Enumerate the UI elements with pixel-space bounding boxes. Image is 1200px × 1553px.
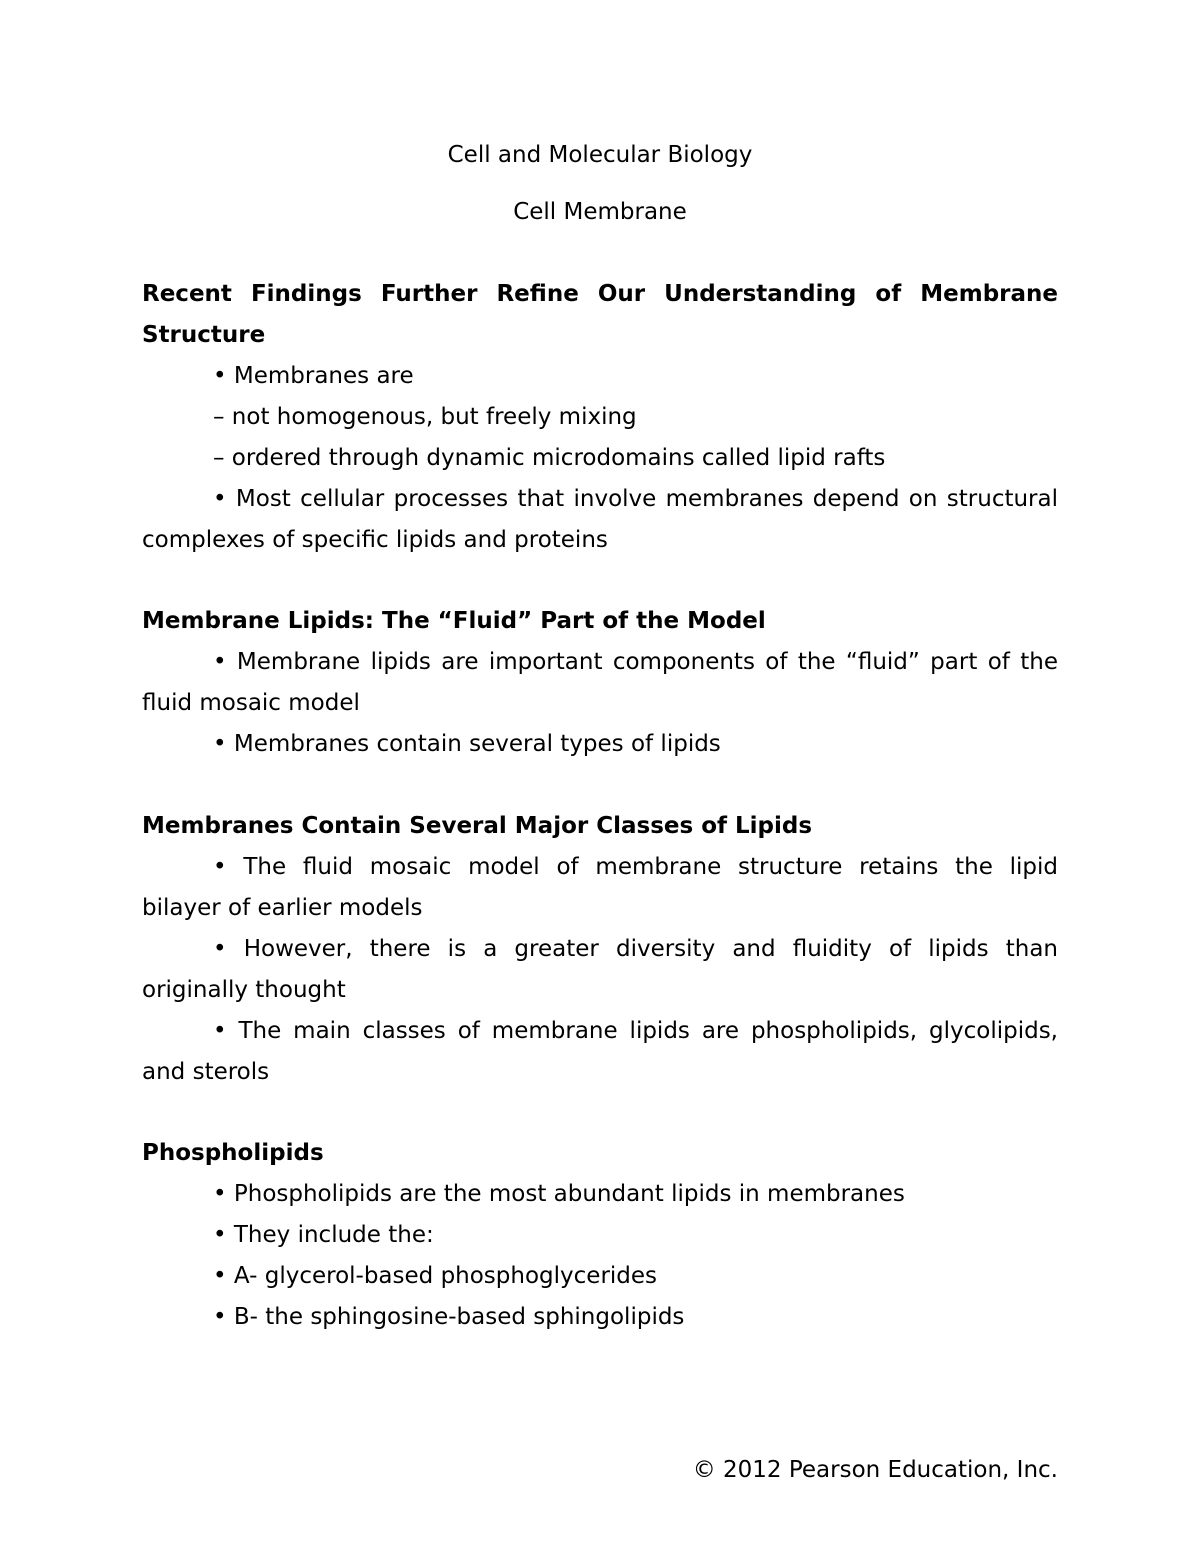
bullet-continuation: complexes of specific lipids and proteins: [142, 527, 608, 553]
bullet-continuation: bilayer of earlier models: [142, 895, 423, 921]
bullet-item: • Membrane lipids are important components of the “fluid” part of the: [213, 649, 1058, 675]
section-heading: Recent Findings Further Refine Our Understanding of Membrane: [142, 281, 1058, 307]
bullet-item: • Most cellular processes that involve membranes depend on structural: [213, 486, 1058, 512]
sub-item: – ordered through dynamic microdomains called lipid rafts: [213, 445, 886, 471]
bullet-item: • They include the:: [213, 1222, 434, 1248]
bullet-item: • The main classes of membrane lipids are phospholipids, glycolipids,: [213, 1018, 1058, 1044]
bullet-item: • The fluid mosaic model of membrane structure retains the lipid: [213, 854, 1058, 880]
bullet-item: • A- glycerol-based phosphoglycerides: [213, 1263, 658, 1289]
section-lipid-classes: [142, 806, 1058, 1093]
topic-title: Cell Membrane: [513, 199, 687, 225]
section-membrane-structure: [142, 274, 1058, 561]
bullet-item: • However, there is a greater diversity and fluidity of lipids than: [213, 936, 1058, 962]
sub-item: – not homogenous, but freely mixing: [213, 404, 637, 430]
section-heading: Membranes Contain Several Major Classes of Lipids: [142, 813, 813, 839]
bullet-continuation: fluid mosaic model: [142, 690, 360, 716]
bullet-item: • Membranes are: [213, 363, 414, 389]
section-heading: Phospholipids: [142, 1140, 324, 1166]
bullet-continuation: and sterols: [142, 1059, 270, 1085]
bullet-item: • Membranes contain several types of lipids: [213, 731, 721, 757]
bullet-continuation: originally thought: [142, 977, 346, 1003]
section-heading-continued: Structure: [142, 322, 266, 348]
course-title: Cell and Molecular Biology: [447, 142, 753, 168]
section-membrane-lipids: [142, 601, 1058, 765]
copyright-footer: © 2012 Pearson Education, Inc.: [692, 1457, 1058, 1483]
section-phospholipids: [142, 1133, 1058, 1338]
bullet-item: • B- the sphingosine-based sphingolipids: [213, 1304, 685, 1330]
bullet-item: • Phospholipids are the most abundant lipids in membranes: [213, 1181, 905, 1207]
section-heading: Membrane Lipids: The “Fluid” Part of the Model: [142, 608, 766, 634]
